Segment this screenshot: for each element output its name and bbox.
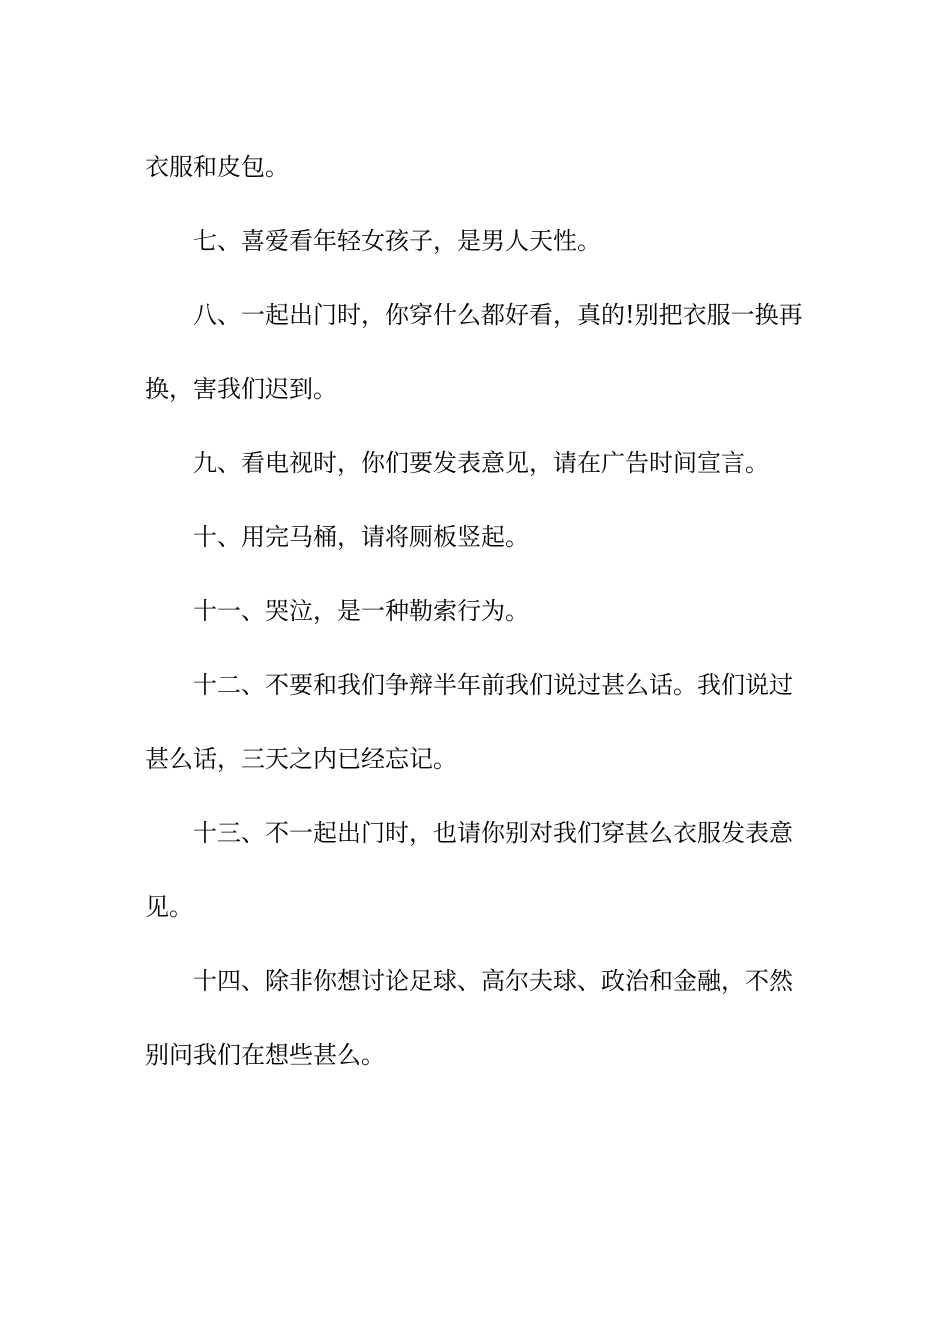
paragraph-continuation: 衣服和皮包。 bbox=[145, 153, 289, 181]
paragraph-item-8: 八、一起出门时，你穿什么都好看，真的!别把衣服一换再换，害我们迟到。 bbox=[145, 301, 803, 403]
paragraph-item-7: 七、喜爱看年轻女孩子，是男人天性。 bbox=[193, 227, 601, 255]
paragraph-item-11: 十一、哭泣，是一种勒索行为。 bbox=[193, 597, 529, 625]
paragraph-item-14: 十四、除非你想讨论足球、高尔夫球、政治和金融，不然别问我们在想些甚么。 bbox=[145, 967, 793, 1069]
document-body bbox=[145, 130, 805, 1092]
paragraph-item-13: 十三、不一起出门时，也请你别对我们穿甚么衣服发表意见。 bbox=[145, 819, 793, 921]
paragraph-item-9: 九、看电视时，你们要发表意见，请在广告时间宣言。 bbox=[193, 449, 769, 477]
paragraph-item-12: 十二、不要和我们争辩半年前我们说过甚么话。我们说过甚么话，三天之内已经忘记。 bbox=[145, 671, 793, 773]
paragraph-item-10: 十、用完马桶，请将厕板竖起。 bbox=[193, 523, 529, 551]
